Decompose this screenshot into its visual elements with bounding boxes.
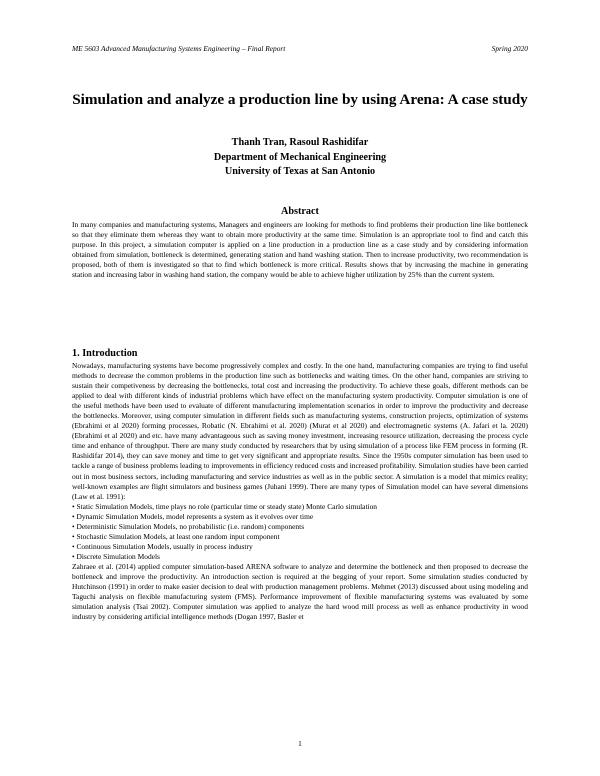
list-item: • Dynamic Simulation Models, model represents a system as it evolves over time	[72, 512, 528, 522]
introduction-paragraph-1: Nowadays, manufacturing systems have become progressively complex and costly. In the one hand, manufacturing companies are trying to find useful methods to decrease the common problems in the production line such as bottlenecks and waiting times. On the other hand, companies are striving to sustain their competiveness by decreasing the bottlenecks, total cost and increasing the productivity. To achieve these goals, different methods can be applied to deal with different kinds of industrial problems which have effect on the manufacturing system productivity. Computer simulation is one of the useful methods have been used to evaluate of different manufacturing implementation scenarios in order to improve the productivity and decrease the bottlenecks. Moreover, using computer simulation in different fields such as manufacturing systems, construction projects, optimization of systems (Ebrahimi et al 2020) forming processes, Robatic (N. Ebrahimi et al. 2020) (Murat et al 2020) and electromagnetic systems (A. Jafari et la. 2020) (Ebrahimi et al 2020) and etc. have many advantageous such as saving money investment, increasing resource utilization, decreasing the process cycle time and enhance of throughput. There are many study conducted by researchers that by using simulation of a process like FEM process in forming (R. Rashidifar 2014), they can save money and time to get very significant and appropriate results. Since the 1950s computer simulation has been used to tackle a range of business problems leading to improvements in efficiency reduced costs and increased profitability. Simulation studies have been carried out in most business sectors, including manufacturing and service industries as well as in the public sector. A simulation is a model that mimics reality; well-known examples are flight simulators and business games (Juhani 1999). There are many types of Simulation model can have several dimensions (Law et al. 1991):	[72, 361, 528, 501]
list-item: • Discrete Simulation Models	[72, 552, 528, 562]
author-names: Thanh Tran, Rasoul Rashidifar	[231, 137, 369, 148]
header-course: ME 5603 Advanced Manufacturing Systems Engineering – Final Report	[72, 44, 286, 53]
author-university: University of Texas at San Antonio	[224, 166, 376, 177]
introduction-heading: 1. Introduction	[72, 348, 138, 359]
list-item: • Continuous Simulation Models, usually in process industry	[72, 542, 528, 552]
simulation-types-list	[72, 502, 528, 562]
introduction-paragraph-2: Zahraee et al. (2014) applied computer simulation-based ARENA software to analyze and determine the bottleneck and then proposed to decrease the bottleneck and improve the productivity. An introduction section is required at the begging of your report. Some simulation studies conducted by Hutchinson (1991) in order to make easier decision to deal with production management problems. Mehmet (2013) discussed about using modeling and Taguchi analysis on flexible manufacturing system (FMS). Performance improvement of flexible manufacturing systems was evaluated by some simulation analysis (Tsai 2002). Computer simulation was applied to analyze the hard wood mill process as well as enhance productivity in wood industry by considering artificial intelligence methods (Dogan 1997, Basler et	[72, 561, 528, 622]
abstract-heading: Abstract	[281, 206, 319, 217]
list-item: • Static Simulation Models, time plays no role (particular time or steady state) Monte Carlo simulation	[72, 502, 528, 512]
list-item: • Deterministic Simulation Models, no probabilistic (i.e. random) components	[72, 522, 528, 532]
paper-title: Simulation and analyze a production line by using Arena: A case study	[72, 91, 528, 108]
running-header	[72, 44, 528, 53]
header-term: Spring 2020	[491, 44, 528, 53]
abstract-text: In many companies and manufacturing systems, Managers and engineers are looking for methods to find problems their production line like bottleneck so that they eliminate them whereas they want to obtain more productivity at the same time. Simulation is an appropriate tool to find and catch this purpose. In this project, a simulation computer is applied on a line production in a production line as a case study and by considering information obtained from simulation, bottleneck is determined, generating station and hand washing station. Then to increase productivity, two recommendation is proposed, both of them is investigated so that to find which bottleneck is more critical. Results shows that by increasing the machine in generating station and increasing labor in washing hand station, the company would be able to achieve higher utilization by 25% than the current system.	[72, 220, 528, 280]
list-item: • Stochastic Simulation Models, at least one random input component	[72, 532, 528, 542]
author-department: Department of Mechanical Engineering	[213, 151, 387, 163]
author-block	[72, 136, 528, 180]
page-number: 1	[298, 739, 302, 748]
introduction-body	[72, 361, 528, 622]
